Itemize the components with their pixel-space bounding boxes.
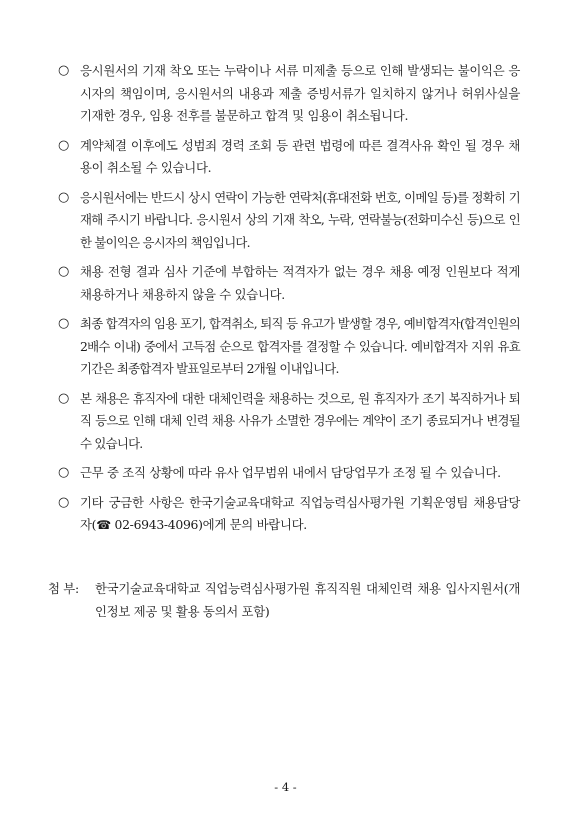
notice-item-duty-adjustment [58, 462, 520, 485]
bullet-icon: ○ [58, 465, 70, 480]
bullet-icon: ○ [58, 264, 70, 279]
notice-text: 응시원서의 기재 착오 또는 누락이나 서류 미제출 등으로 인해 발생되는 불이익은 응시자의 책임이며, 응시원서의 내용과 제출 증빙서류가 일치하지 않거나 허위사실을 기재한 경우, 임용 전후를 불문하고 합격 및 임용이 취소됩니다. [80, 63, 520, 123]
contact-text-after: )에게 문의 바랍니다. [198, 517, 307, 532]
bullet-icon: ○ [58, 390, 69, 406]
notice-item-no-qualified [58, 261, 520, 306]
notice-text: 응시원서에는 반드시 상시 연락이 가능한 연락처(휴대전화 번호, 이메일 등)를 정확히 기재해 주시기 바랍니다. 응시원서 상의 기재 착오, 누락, 연락불능(전화미수신 등)으로 인한 불이익은 응시자의 책임입니다. [80, 189, 520, 250]
bullet-icon: ○ [58, 316, 69, 331]
bullet-icon: ○ [58, 63, 70, 78]
notice-text: 근무 중 조직 상황에 따라 유사 업무범위 내에서 담당업무가 조정 될 수 있습니다. [80, 465, 501, 480]
page-number: - 4 - [274, 780, 297, 794]
attachment-text: 한국기술교육대학교 직업능력심사평가원 휴직직원 대체인력 채용 입사지원서(개인정보 제공 및 활용 동의서 포함) [95, 581, 520, 619]
attachment-section [48, 578, 520, 623]
bullet-icon: ○ [58, 494, 70, 510]
bullet-icon: ○ [58, 137, 70, 153]
contact-text-before: 기타 궁금한 사항은 한국기술교육대학교 직업능력심사평가원 기획운영팀 채용담당자( [80, 494, 520, 532]
contact-phone[interactable]: 02-6943-4096 [110, 517, 199, 532]
attachment-label: 첨 부: [48, 581, 79, 596]
notice-item-reserve-candidates [58, 313, 520, 381]
notice-text: 계약체결 이후에도 성범죄 경력 조회 등 관련 법령에 따른 결격사유 확인 될 경우 채용이 취소될 수 있습니다. [80, 137, 520, 175]
notice-item-disqualification [58, 135, 520, 180]
bullet-icon: ○ [58, 189, 69, 205]
notice-item-replacement-staff [58, 388, 520, 456]
notice-text: 최종 합격자의 임용 포기, 합격취소, 퇴직 등 유고가 발생할 경우, 예비합격자(합격인원의 2배수 이내) 중에서 고득점 순으로 합격자를 결정할 수 있습니다. 예비합격자 지위 유효기간은 최종합격자 발표일로부터 2개월 이내입니다. [80, 316, 520, 376]
notice-text: 본 채용은 휴직자에 대한 대체인력을 채용하는 것으로, 원 휴직자가 조기 복직하거나 퇴직 등으로 인해 대체 인력 채용 사유가 소멸한 경우에는 계약이 조기 종료되거나 변경될 수 있습니다. [80, 390, 520, 451]
notice-item-contact-info [58, 187, 520, 255]
notice-list [58, 60, 520, 544]
notice-item-application-errors [58, 60, 520, 128]
notice-text: 채용 전형 결과 심사 기준에 부합하는 적격자가 없는 경우 채용 예정 인원보다 적게 채용하거나 채용하지 않을 수 있습니다. [80, 264, 520, 302]
notice-item-inquiries [58, 492, 520, 537]
phone-icon: ☎ [96, 518, 111, 532]
